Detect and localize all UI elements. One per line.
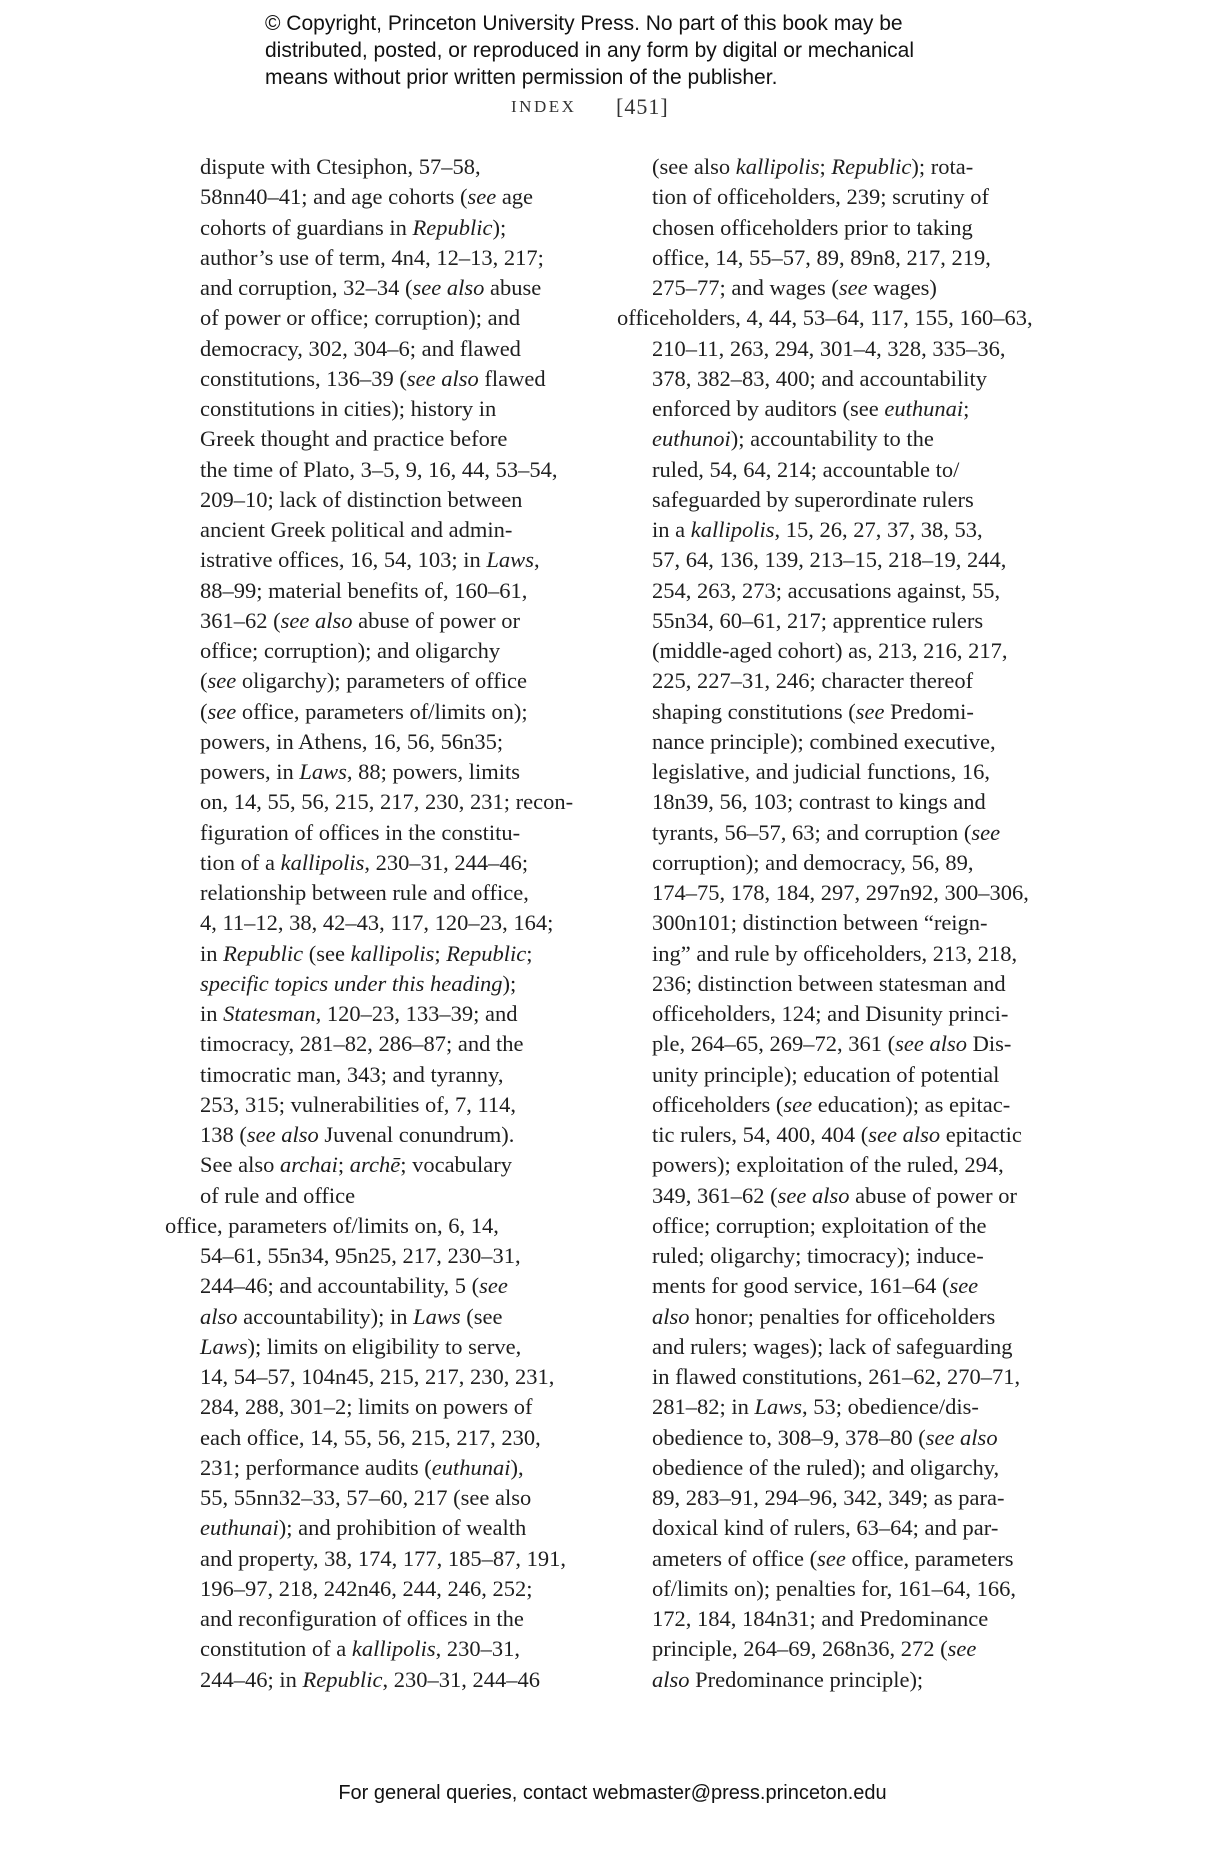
- italic-text: Laws: [200, 1333, 248, 1359]
- entry-text: ing” and rule by officeholders, 213, 218,: [652, 940, 1018, 966]
- index-entry-line: [200, 636, 573, 666]
- entry-text: (: [200, 698, 208, 724]
- italic-text: see: [207, 668, 237, 694]
- index-entry-line: [200, 1241, 573, 1271]
- entry-text: figuration of offices in the constitu-: [200, 819, 521, 845]
- entry-text: tyrants, 56–57, 63; and corruption (: [652, 819, 972, 845]
- index-entry-heading-line: [165, 1211, 573, 1241]
- entry-text: epitactic: [940, 1122, 1022, 1147]
- index-entry-line: [200, 1332, 573, 1362]
- entry-text: See also: [200, 1152, 280, 1178]
- entry-text: 281–82; in: [652, 1394, 755, 1420]
- running-head-label: INDEX: [511, 97, 577, 116]
- entry-text: 172, 184, 184n31; and Predominance: [652, 1606, 989, 1631]
- entry-text: 55, 55nn32–33, 57–60, 217 (see also: [200, 1485, 532, 1510]
- index-entry-line: [200, 1060, 573, 1090]
- index-entry-line: [652, 1090, 1033, 1120]
- entry-text: ); limits on eligibility to serve,: [247, 1333, 522, 1359]
- entry-text: in a: [652, 517, 691, 542]
- entry-text: (see also: [652, 154, 736, 179]
- entry-text: 55n34, 60–61, 217; apprentice rulers: [652, 607, 984, 633]
- italic-text: see: [947, 1636, 977, 1662]
- entry-text: enforced by auditors (see: [652, 396, 885, 421]
- entry-text: 253, 315; vulnerabilities of, 7, 114,: [200, 1091, 516, 1117]
- index-entry-line: [652, 1483, 1033, 1513]
- index-entry-line: [200, 1513, 573, 1543]
- entry-text: officeholders, 4, 44, 53–64, 117, 155, 160–63,: [617, 305, 1033, 331]
- index-entry-line: [652, 424, 1033, 454]
- italic-text: Republic: [412, 214, 493, 240]
- index-entry-line: [652, 1211, 1033, 1241]
- index-column-right: [617, 152, 1033, 1695]
- entry-text: ancient Greek political and admin-: [200, 517, 513, 542]
- entry-text: abuse of power or: [352, 607, 520, 633]
- index-entry-line: [200, 1362, 573, 1392]
- entry-text: 57, 64, 136, 139, 213–15, 218–19, 244,: [652, 547, 1007, 573]
- index-entry-line: [652, 727, 1033, 757]
- italic-text: archē: [349, 1152, 401, 1178]
- entry-text: in: [200, 1001, 224, 1026]
- entry-text: office, 14, 55–57, 89, 89n8, 217, 219,: [652, 244, 991, 270]
- italic-text: also: [652, 1303, 690, 1329]
- index-entry-line: [200, 908, 573, 938]
- index-entry-line: [200, 182, 573, 212]
- entry-text: tion of a: [200, 849, 281, 875]
- entry-text: chosen officeholders prior to taking: [652, 214, 973, 240]
- index-entry-line: [652, 787, 1033, 817]
- index-entry-line: [652, 334, 1033, 364]
- index-entry-line: [652, 1302, 1033, 1332]
- index-entry-line: [652, 939, 1033, 969]
- entry-text: and rulers; wages); lack of safeguarding: [652, 1333, 1013, 1359]
- entry-text: shaping constitutions (: [652, 698, 856, 724]
- entry-text: 88–99; material benefits of, 160–61,: [200, 577, 528, 603]
- italic-text: kallipolis: [280, 849, 365, 875]
- entry-text: abuse: [484, 275, 542, 300]
- entry-text: of rule and office: [200, 1182, 356, 1208]
- entry-text: );: [502, 970, 517, 996]
- index-entry-line: [200, 939, 573, 969]
- index-entry-line: [652, 697, 1033, 727]
- entry-text: democracy, 302, 304–6; and flawed: [200, 335, 521, 361]
- entry-text: unity principle); education of potential: [652, 1061, 1000, 1087]
- entry-text: 361–62 (: [200, 607, 281, 633]
- index-entry-line: [652, 1665, 1033, 1695]
- index-entry-line: [200, 394, 573, 424]
- italic-text: see: [838, 275, 868, 300]
- index-entry-line: [652, 1060, 1033, 1090]
- entry-text: Juvenal conundrum).: [318, 1122, 515, 1147]
- index-entry-line: [200, 1392, 573, 1422]
- italic-text: see also: [777, 1182, 850, 1208]
- italic-text: also: [652, 1666, 690, 1692]
- entry-text: ; vocabulary: [400, 1152, 513, 1178]
- entry-text: on, 14, 55, 56, 215, 217, 230, 231; recon-: [200, 789, 574, 815]
- entry-text: istrative offices, 16, 54, 103; in: [200, 547, 487, 573]
- italic-text: Laws: [299, 759, 347, 784]
- italic-text: euthunoi: [652, 426, 731, 452]
- index-entry-line: [200, 273, 573, 303]
- index-entry-line: [200, 606, 573, 636]
- italic-text: see also: [895, 1031, 967, 1057]
- entry-text: ;: [434, 940, 447, 966]
- footer-contact: For general queries, contact webmaster@press.princeton.edu: [338, 1782, 887, 1804]
- entry-text: obedience of the ruled); and oligarchy,: [652, 1454, 1000, 1480]
- italic-text: kallipolis: [690, 517, 775, 542]
- index-entry-line: [652, 1120, 1033, 1150]
- index-entry-line: [200, 757, 573, 787]
- index-entry-line: [652, 364, 1033, 394]
- entry-text: office; corruption; exploitation of the: [652, 1212, 987, 1238]
- entry-text: in flawed constitutions, 261–62, 270–71,: [652, 1364, 1021, 1389]
- entry-text: 244–46; in: [200, 1666, 303, 1692]
- entry-text: officeholders (: [652, 1091, 784, 1117]
- index-entry-line: [652, 818, 1033, 848]
- italic-text: Republic: [302, 1666, 383, 1692]
- index-entry-line: [652, 666, 1033, 696]
- index-column-left: [165, 152, 574, 1695]
- entry-text: ,: [533, 547, 540, 573]
- index-entry-line: [652, 1544, 1033, 1574]
- index-entry-line: [652, 1513, 1033, 1543]
- italic-text: euthunai: [884, 396, 964, 421]
- index-entry-line: [652, 243, 1033, 273]
- entry-text: , 230–31, 244–46: [382, 1666, 540, 1692]
- entry-text: office, parameters of/limits on);: [236, 698, 528, 724]
- index-entry-line: [200, 334, 573, 364]
- entry-text: 18n39, 56, 103; contrast to kings and: [652, 789, 986, 815]
- italic-text: Laws: [486, 547, 534, 573]
- italic-text: see also: [412, 275, 485, 300]
- entry-text: (: [200, 668, 208, 694]
- entry-text: 254, 263, 273; accusations against, 55,: [652, 577, 1001, 603]
- index-entry-line: [200, 818, 573, 848]
- entry-text: (see: [303, 940, 351, 966]
- index-entry-line: [200, 1574, 573, 1604]
- entry-text: powers, in Athens, 16, 56, 56n35;: [200, 728, 504, 754]
- italic-text: see also: [280, 607, 353, 633]
- entry-text: in: [200, 940, 224, 966]
- index-entry-line: [200, 787, 573, 817]
- entry-text: and corruption, 32–34 (: [200, 275, 413, 300]
- italic-text: kallipolis: [735, 154, 820, 179]
- index-entry-line: [200, 727, 573, 757]
- italic-text: specific topics under this heading: [200, 970, 503, 996]
- entry-text: 236; distinction between statesman and: [652, 970, 1006, 996]
- index-entry-line: [652, 1574, 1033, 1604]
- italic-text: see: [467, 184, 497, 210]
- page-number: [451]: [616, 94, 669, 119]
- index-entry-line: [652, 636, 1033, 666]
- index-entry-line: [652, 1029, 1033, 1059]
- index-entry-line: [652, 1423, 1033, 1453]
- entry-text: , 15, 26, 27, 37, 38, 53,: [774, 517, 983, 542]
- entry-text: ruled, 54, 64, 214; accountable to/: [652, 456, 960, 482]
- index-entry-line: [652, 576, 1033, 606]
- entry-text: wages): [867, 275, 937, 300]
- entry-text: 275–77; and wages (: [652, 275, 839, 300]
- entry-text: 196–97, 218, 242n46, 244, 246, 252;: [200, 1575, 533, 1601]
- index-entry-line: [200, 1604, 573, 1634]
- entry-text: honor; penalties for officeholders: [689, 1303, 996, 1329]
- entry-text: accountability); in: [237, 1303, 414, 1329]
- index-entry-line: [652, 545, 1033, 575]
- index-entry-line: [200, 848, 573, 878]
- index-entry-heading-line: [617, 303, 1033, 333]
- entry-text: (middle-aged cohort) as, 213, 216, 217,: [652, 638, 1008, 663]
- index-entry-line: [652, 908, 1033, 938]
- index-entry-line: [652, 273, 1033, 303]
- entry-text: flawed: [478, 365, 546, 391]
- entry-text: the time of Plato, 3–5, 9, 16, 44, 53–54,: [200, 456, 558, 482]
- index-entry-line: [652, 848, 1033, 878]
- entry-text: , 53; obedience/dis-: [802, 1394, 979, 1420]
- entry-text: 209–10; lack of distinction between: [200, 486, 523, 512]
- italic-text: see: [971, 819, 1001, 845]
- entry-text: oligarchy); parameters of office: [236, 668, 527, 694]
- index-entry-line: [652, 1150, 1033, 1180]
- index-entry-line: [652, 1241, 1033, 1271]
- entry-text: and property, 38, 174, 177, 185–87, 191,: [200, 1545, 566, 1571]
- entry-text: safeguarded by superordinate rulers: [652, 486, 974, 512]
- entry-text: officeholders, 124; and Disunity princi-: [652, 1001, 1009, 1026]
- index-entry-line: [652, 515, 1033, 545]
- italic-text: Republic: [223, 940, 304, 966]
- entry-text: 225, 227–31, 246; character thereof: [652, 668, 974, 694]
- entry-text: author’s use of term, 4n4, 12–13, 217;: [200, 244, 544, 270]
- entry-text: 14, 54–57, 104n45, 215, 217, 230, 231,: [200, 1364, 555, 1389]
- index-entry-line: [200, 1453, 573, 1483]
- index-entry-line: [200, 1150, 573, 1180]
- entry-text: , 120–23, 133–39; and: [315, 1001, 518, 1026]
- index-entry-line: [652, 1362, 1033, 1392]
- entry-text: constitutions, 136–39 (: [200, 365, 407, 391]
- entry-text: , 230–31, 244–46;: [364, 849, 529, 875]
- index-entry-line: [200, 1302, 573, 1332]
- index-entry-line: [200, 515, 573, 545]
- index-entry-line: [652, 485, 1033, 515]
- italic-text: see also: [868, 1122, 941, 1147]
- entry-text: , 88; powers, limits: [346, 759, 521, 784]
- italic-text: Republic: [446, 940, 527, 966]
- entry-text: (see: [460, 1303, 503, 1329]
- index-entry-line: [652, 1453, 1033, 1483]
- index-entry-line: [200, 1090, 573, 1120]
- index-entry-line: [652, 1271, 1033, 1301]
- index-entry-line: [652, 969, 1033, 999]
- index-entry-line: [200, 1120, 573, 1150]
- index-entry-line: [200, 576, 573, 606]
- index-entry-line: [652, 1181, 1033, 1211]
- entry-text: 89, 283–91, 294–96, 342, 349; as para-: [652, 1485, 1005, 1510]
- index-entry-line: [200, 1271, 573, 1301]
- italic-text: Republic: [831, 154, 912, 179]
- entry-text: and reconfiguration of offices in the: [200, 1606, 524, 1631]
- entry-text: );: [492, 214, 507, 240]
- index-entry-line: [200, 1634, 573, 1664]
- index-entry-line: [652, 1634, 1033, 1664]
- entry-text: powers); exploitation of the ruled, 294,: [652, 1152, 1004, 1178]
- entry-text: cohorts of guardians in: [200, 214, 413, 240]
- entry-text: constitution of a: [200, 1636, 352, 1662]
- entry-text: 210–11, 263, 294, 301–4, 328, 335–36,: [652, 335, 1006, 361]
- italic-text: see: [949, 1273, 979, 1299]
- entry-text: 244–46; and accountability, 5 (: [200, 1273, 480, 1299]
- entry-text: ;: [963, 396, 970, 421]
- index-entry-line: [200, 1483, 573, 1513]
- index-entry-line: [652, 182, 1033, 212]
- entry-text: ments for good service, 161–64 (: [652, 1273, 950, 1299]
- entry-text: ;: [337, 1152, 350, 1178]
- italic-text: euthunai: [200, 1515, 279, 1541]
- index-entry-line: [200, 303, 573, 333]
- index-entry-line: [652, 999, 1033, 1029]
- index-entry-line: [652, 394, 1033, 424]
- entry-text: constitutions in cities); history in: [200, 396, 497, 421]
- entry-text: relationship between rule and office,: [200, 880, 529, 905]
- entry-text: Predomi-: [884, 698, 974, 724]
- entry-text: timocracy, 281–82, 286–87; and the: [200, 1031, 524, 1057]
- italic-text: see: [855, 698, 885, 724]
- index-entry-line: [652, 1332, 1033, 1362]
- entry-text: legislative, and judicial functions, 16,: [652, 759, 991, 784]
- entry-text: 54–61, 55n34, 95n25, 217, 230–31,: [200, 1243, 521, 1268]
- italic-text: euthunai: [431, 1454, 511, 1480]
- index-entry-line: [200, 697, 573, 727]
- italic-text: see also: [246, 1122, 319, 1147]
- entry-text: timocratic man, 343; and tyranny,: [200, 1061, 504, 1087]
- italic-text: kallipolis: [350, 940, 435, 966]
- entry-text: 300n101; distinction between “reign-: [652, 910, 988, 936]
- italic-text: see: [817, 1545, 846, 1571]
- entry-text: tic rulers, 54, 400, 404 (: [652, 1122, 869, 1147]
- index-entry-line: [200, 424, 573, 454]
- entry-text: of/limits on); penalties for, 161–64, 166,: [652, 1575, 1017, 1601]
- entry-text: 138 (: [200, 1122, 247, 1147]
- entry-text: 378, 382–83, 400; and accountability: [652, 365, 987, 391]
- entry-text: 284, 288, 301–2; limits on powers of: [200, 1394, 533, 1420]
- index-entry-line: [200, 243, 573, 273]
- index-entry-line: [652, 1604, 1033, 1634]
- index-entry-line: [652, 455, 1033, 485]
- entry-text: doxical kind of rulers, 63–64; and par-: [652, 1515, 999, 1541]
- entry-text: corruption); and democracy, 56, 89,: [652, 849, 974, 875]
- entry-text: office, parameters: [845, 1545, 1014, 1571]
- entry-text: ruled; oligarchy; timocracy); induce-: [652, 1243, 984, 1268]
- index-entry-line: [652, 606, 1033, 636]
- entry-text: nance principle); combined executive,: [652, 728, 996, 754]
- entry-text: ameters of office (: [652, 1545, 818, 1571]
- entry-text: each office, 14, 55, 56, 215, 217, 230,: [200, 1424, 541, 1450]
- entry-text: principle, 264–69, 268n36, 272 (: [652, 1636, 948, 1662]
- index-entry-line: [200, 666, 573, 696]
- entry-text: Predominance principle);: [689, 1666, 924, 1692]
- italic-text: Laws: [754, 1394, 803, 1420]
- italic-text: see also: [406, 365, 479, 391]
- index-entry-line: [200, 364, 573, 394]
- index-entry-line: [200, 969, 573, 999]
- entry-text: Greek thought and practice before: [200, 426, 508, 452]
- entry-text: powers, in: [200, 759, 300, 784]
- entry-text: ple, 264–65, 269–72, 361 (: [652, 1031, 896, 1057]
- index-entry-line: [200, 1181, 573, 1211]
- entry-text: dispute with Ctesiphon, 57–58,: [200, 154, 481, 179]
- index-entry-line: [652, 757, 1033, 787]
- index-entry-line: [200, 1423, 573, 1453]
- entry-text: Dis-: [966, 1031, 1012, 1057]
- index-entry-line: [652, 152, 1033, 182]
- entry-text: office; corruption); and oligarchy: [200, 638, 501, 663]
- entry-text: ;: [819, 154, 832, 179]
- entry-text: 349, 361–62 (: [652, 1182, 778, 1208]
- italic-text: see also: [925, 1424, 998, 1450]
- entry-text: education); as epitac-: [812, 1091, 1011, 1117]
- entry-text: 231; performance audits (: [200, 1454, 432, 1480]
- index-entry-line: [200, 152, 573, 182]
- index-entry-line: [200, 545, 573, 575]
- index-entry-line: [652, 213, 1033, 243]
- entry-text: ); accountability to the: [730, 426, 934, 452]
- entry-text: 174–75, 178, 184, 297, 297n92, 300–306,: [652, 880, 1029, 905]
- index-entry-line: [652, 1392, 1033, 1422]
- entry-text: ); rota-: [911, 154, 974, 179]
- entry-text: obedience to, 308–9, 378–80 (: [652, 1424, 926, 1450]
- entry-text: of power or office; corruption); and: [200, 305, 521, 331]
- index-entry-line: [200, 213, 573, 243]
- entry-text: office, parameters of/limits on, 6, 14,: [165, 1212, 499, 1238]
- italic-text: Statesman: [223, 1001, 316, 1026]
- entry-text: ); and prohibition of wealth: [278, 1515, 527, 1541]
- italic-text: see: [783, 1091, 813, 1117]
- entry-text: 58nn40–41; and age cohorts (: [200, 184, 468, 210]
- index-entry-line: [200, 878, 573, 908]
- entry-text: abuse of power or: [849, 1182, 1017, 1208]
- entry-text: , 230–31,: [435, 1636, 520, 1662]
- italic-text: see: [479, 1273, 508, 1299]
- index-entry-line: [200, 999, 573, 1029]
- entry-text: 4, 11–12, 38, 42–43, 117, 120–23, 164;: [200, 910, 554, 936]
- copyright-line: means without prior written permission of the publisher.: [265, 66, 778, 89]
- italic-text: see: [207, 698, 237, 724]
- italic-text: also: [200, 1303, 238, 1329]
- entry-text: age: [496, 184, 534, 210]
- copyright-notice: [265, 10, 914, 91]
- entry-text: tion of officeholders, 239; scrutiny of: [652, 184, 990, 210]
- index-entry-line: [200, 1029, 573, 1059]
- italic-text: kallipolis: [351, 1636, 436, 1662]
- copyright-line: distributed, posted, or reproduced in any form by digital or mechanical: [265, 39, 915, 62]
- index-entry-line: [200, 485, 573, 515]
- index-entry-line: [652, 878, 1033, 908]
- copyright-line: © Copyright, Princeton University Press. No part of this book may be: [265, 12, 903, 35]
- index-entry-line: [200, 1665, 573, 1695]
- index-entry-line: [200, 455, 573, 485]
- entry-text: ),: [510, 1454, 524, 1480]
- entry-text: ;: [526, 940, 533, 966]
- italic-text: Laws: [413, 1303, 461, 1329]
- index-entry-line: [200, 1544, 573, 1574]
- italic-text: archai: [279, 1152, 338, 1178]
